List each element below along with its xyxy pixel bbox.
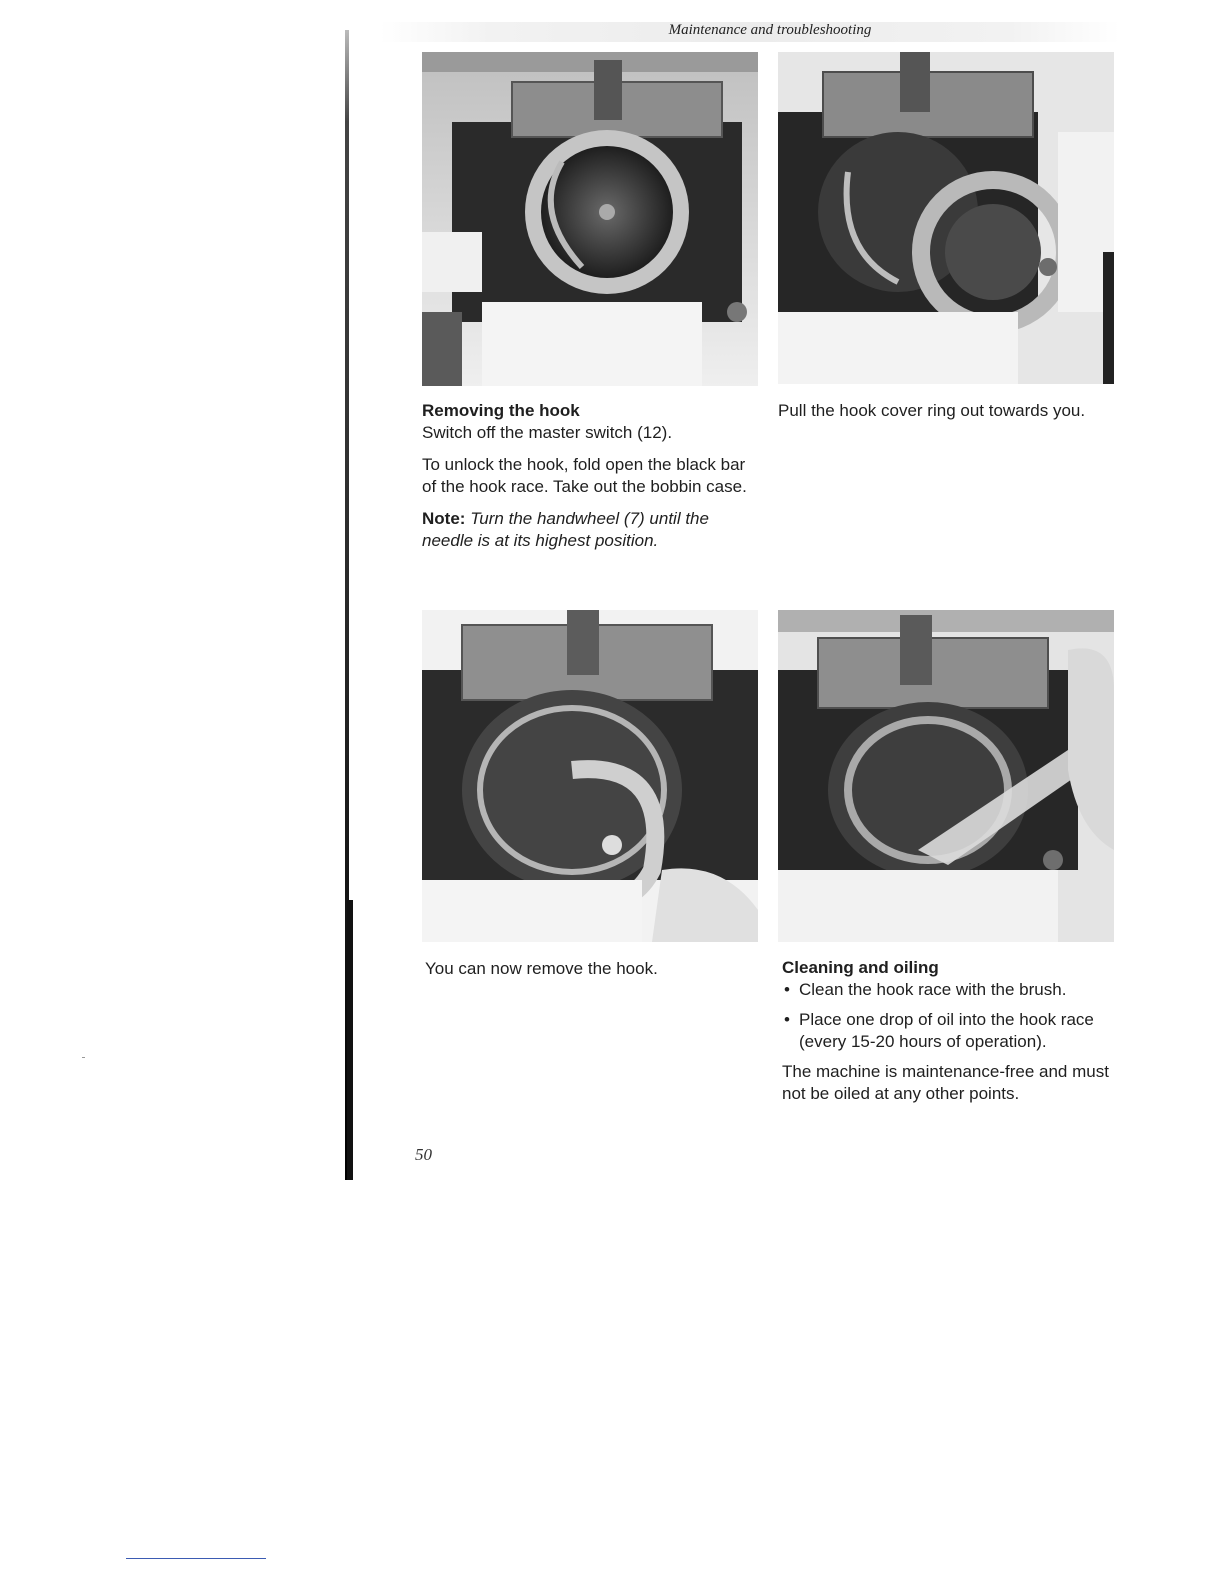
photo-hook-cover-ring	[778, 52, 1114, 384]
bullet-item: • Clean the hook race with the brush.	[782, 979, 1114, 1001]
note-text: Turn the handwheel (7) until the needle is at its highest position.	[422, 509, 709, 550]
section-removing-hook	[422, 400, 752, 562]
note	[422, 508, 752, 552]
footer-rule	[126, 1558, 266, 1559]
scan-artifact	[82, 1057, 85, 1058]
para-remove-hook: You can now remove the hook.	[425, 959, 658, 978]
section-cleaning-oiling	[782, 957, 1114, 1115]
page-header-title: Maintenance and troubleshooting	[668, 22, 872, 38]
photo-remove-hook-illustration	[422, 610, 758, 942]
photo-remove-hook	[422, 610, 758, 942]
heading-removing-hook: Removing the hook	[422, 401, 580, 420]
section-remove-hook	[425, 958, 755, 990]
para-switch-off: Switch off the master switch (12).	[422, 423, 673, 442]
bullet-item: • Place one drop of oil into the hook race (every 15-20 hours of operation).	[782, 1009, 1114, 1053]
photo-removing-hook	[422, 52, 758, 386]
binding-spine-edge	[347, 900, 353, 1180]
cleaning-bullet-list	[782, 979, 1114, 1053]
section-pull-ring	[778, 400, 1118, 432]
photo-cleaning-oiling-illustration	[778, 610, 1114, 942]
heading-cleaning-oiling: Cleaning and oiling	[782, 958, 939, 977]
para-unlock-hook: To unlock the hook, fold open the black bar of the hook race. Take out the bobbin case.	[422, 455, 747, 496]
photo-cleaning-oiling	[778, 610, 1114, 942]
photo-removing-hook-illustration	[422, 52, 758, 386]
page-number: 50	[415, 1145, 432, 1164]
para-pull-ring: Pull the hook cover ring out towards you.	[778, 401, 1086, 420]
para-maintenance-free: The machine is maintenance-free and must not be oiled at any other points.	[782, 1062, 1109, 1103]
note-label: Note:	[422, 509, 466, 528]
photo-hook-cover-ring-illustration	[778, 52, 1114, 384]
